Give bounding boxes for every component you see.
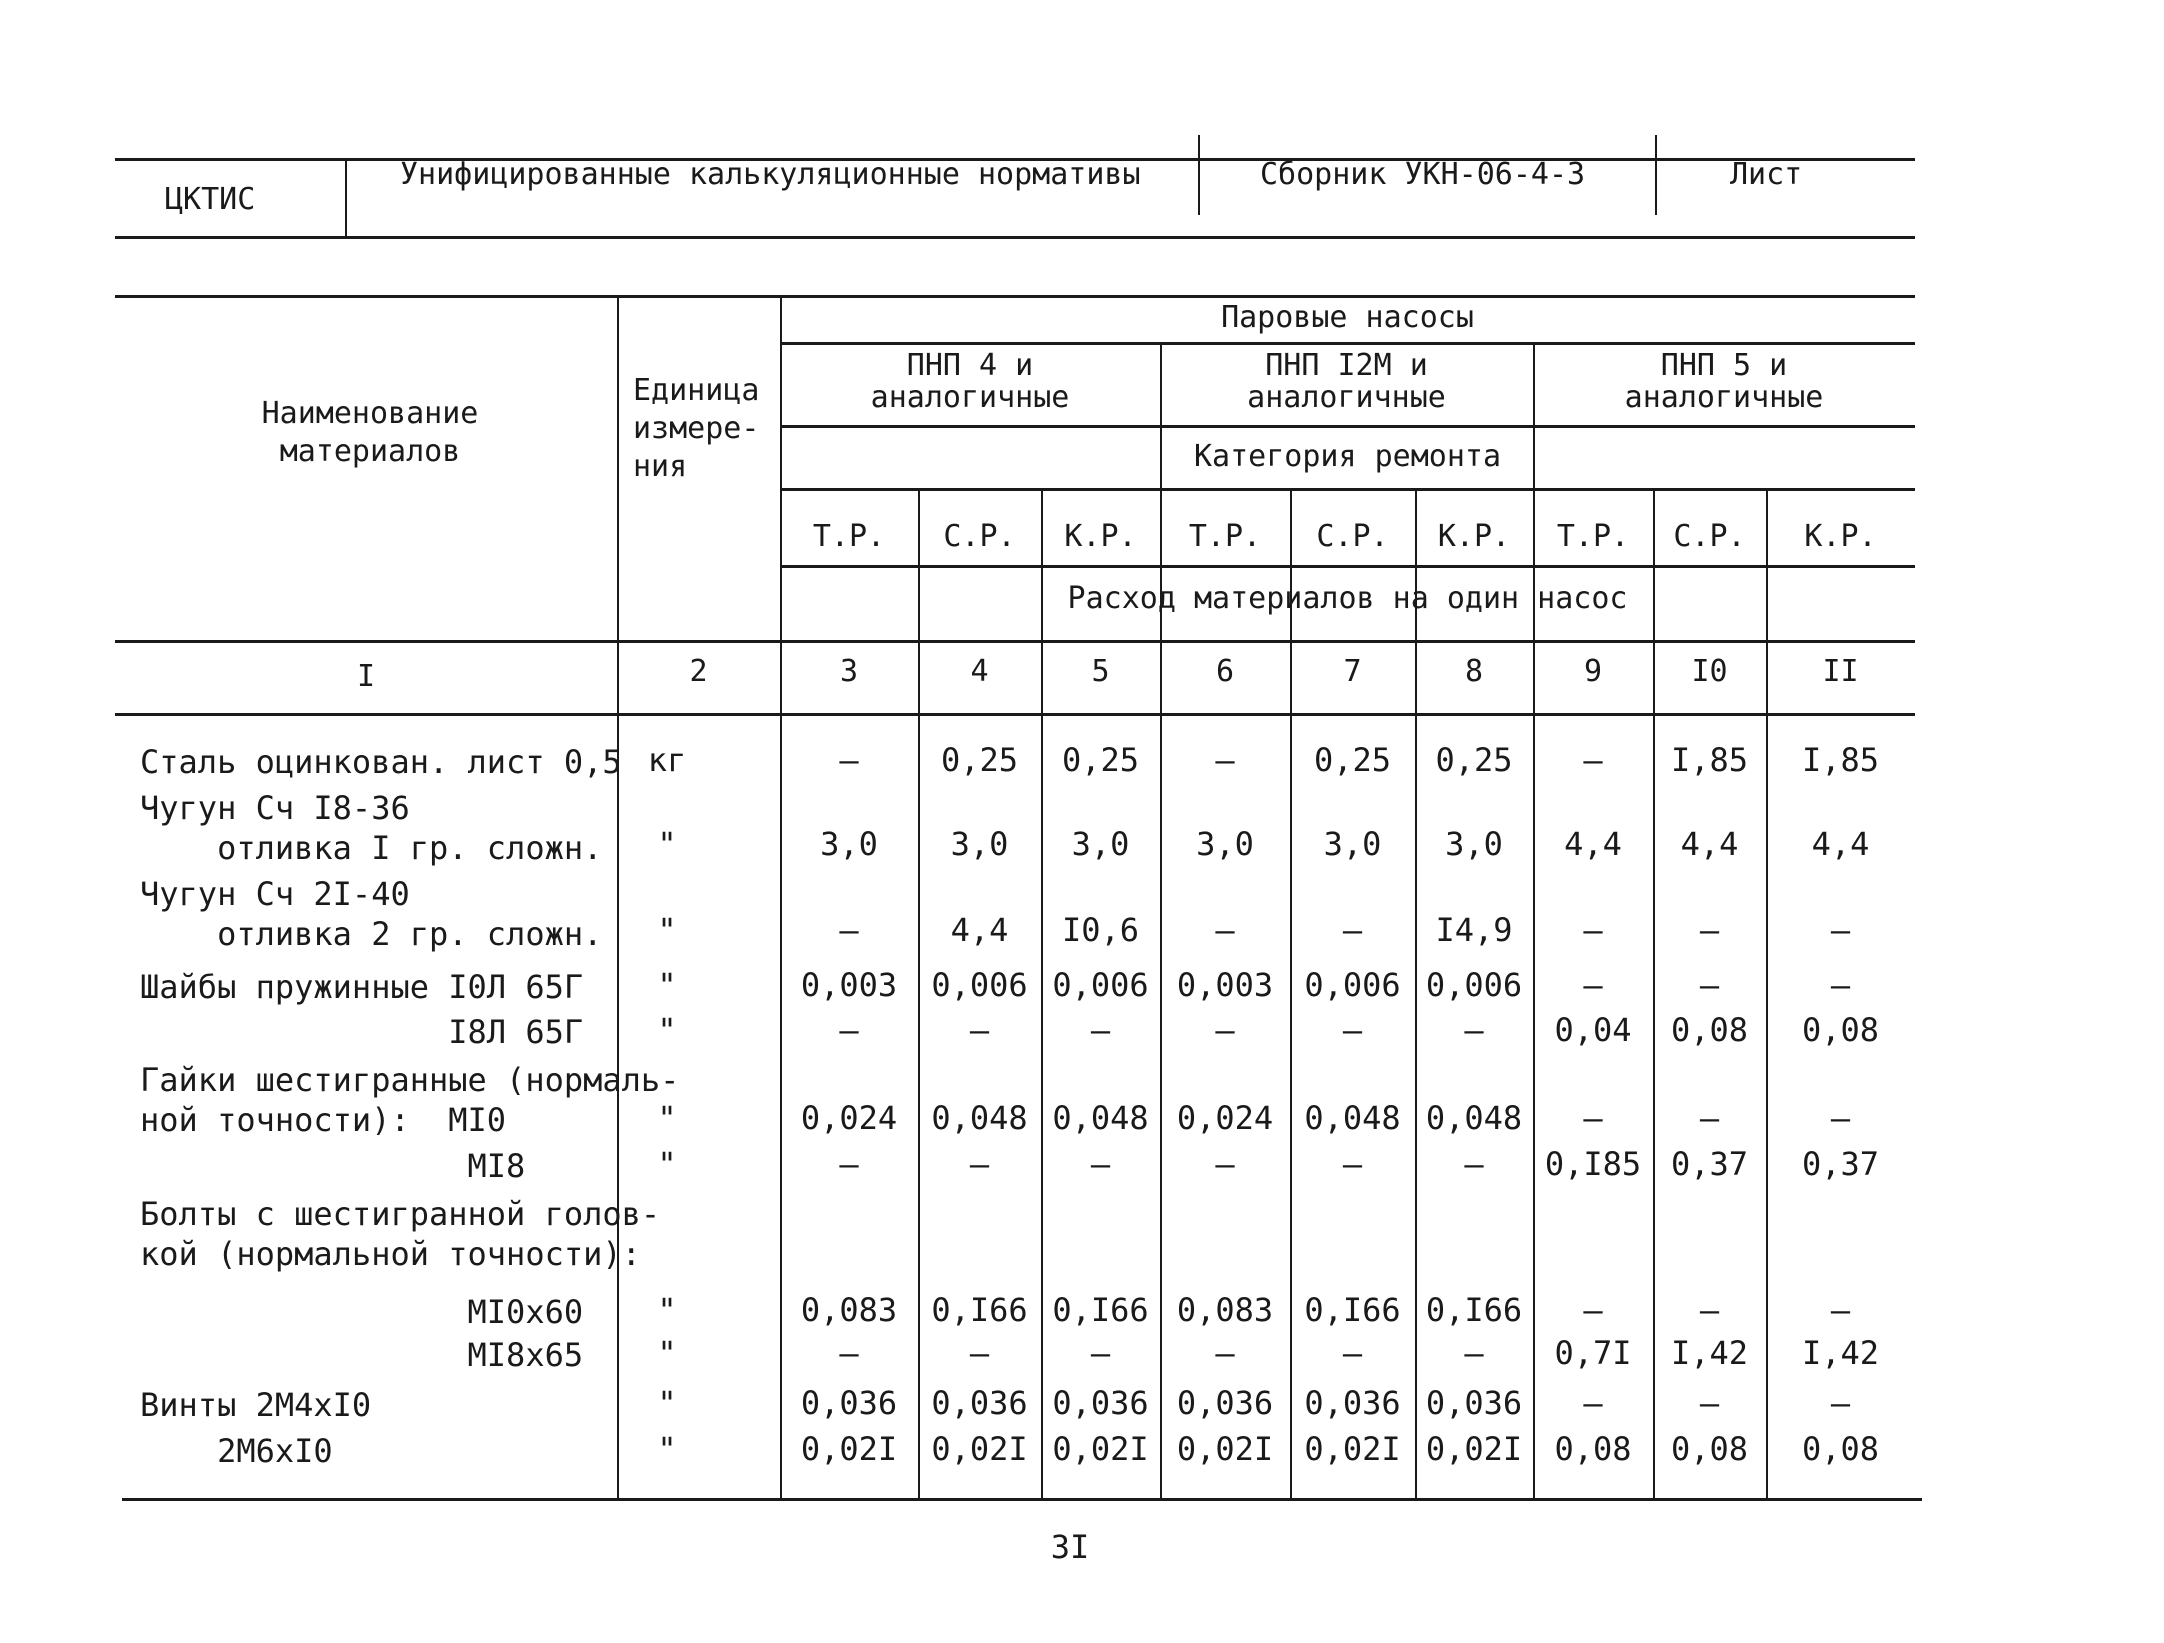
- subgroup-pnp5: [1533, 350, 1915, 414]
- header-bottom-rule: [115, 236, 1915, 239]
- rule-subgroups: [780, 425, 1915, 428]
- col-number: II: [1822, 654, 1859, 689]
- value-cell: I4,9: [1435, 911, 1513, 949]
- value-cell: 0,048: [1425, 1099, 1523, 1137]
- col-head-unit-line: измере-: [633, 411, 760, 446]
- value-cell: –: [1090, 1011, 1111, 1049]
- col-head-name: [200, 395, 540, 471]
- value-cell: 0,02I: [1304, 1430, 1401, 1468]
- col-number: 5: [1091, 654, 1110, 689]
- value-cell: 4,4: [1680, 825, 1739, 863]
- value-cell: 0,02I: [800, 1430, 898, 1468]
- rule-repair-types: [780, 565, 1915, 568]
- value-cell: –: [1342, 1145, 1363, 1183]
- col-number: 8: [1464, 654, 1484, 689]
- repair-category-label: Категория ремонта: [1193, 439, 1502, 474]
- col-number: 4: [970, 654, 989, 689]
- value-cell: 3,0: [1323, 825, 1382, 863]
- value-cell: –: [1830, 1099, 1851, 1137]
- value-cell: 0,08: [1670, 1430, 1749, 1468]
- material-name-line: отливка 2 гр. сложн.: [140, 915, 603, 953]
- value-cell: 0,08: [1801, 1011, 1880, 1049]
- value-cell: –: [1215, 1145, 1235, 1183]
- value-cell: 0,37: [1801, 1145, 1880, 1183]
- value-cell: 0,25: [1435, 741, 1513, 779]
- page-number: 3I: [1050, 1528, 1090, 1566]
- value-cell: 0,006: [931, 966, 1028, 1004]
- material-name-line: МI8: [140, 1147, 526, 1185]
- sheet-label: Лист: [1730, 157, 1803, 192]
- rule-category: [780, 488, 1915, 491]
- value-cell: 0,048: [931, 1099, 1028, 1137]
- value-cell: –: [1342, 1011, 1363, 1049]
- header-divider: [345, 158, 347, 236]
- value-cell: –: [1215, 1011, 1235, 1049]
- value-cell: 0,024: [1176, 1099, 1274, 1137]
- value-cell: –: [839, 911, 859, 949]
- value-cell: –: [1583, 966, 1603, 1004]
- value-cell: –: [1699, 1291, 1720, 1329]
- value-cell: 0,I85: [1544, 1145, 1642, 1183]
- value-cell: –: [1699, 1384, 1720, 1422]
- subgroup-line: аналогичные: [870, 380, 1070, 415]
- repair-type: Т.Р.: [1556, 519, 1630, 554]
- repair-type: К.Р.: [1437, 519, 1511, 554]
- consumption-label: Расход материалов на один насос: [1067, 581, 1628, 616]
- value-cell: 0,08: [1554, 1430, 1632, 1468]
- repair-type: К.Р.: [1064, 519, 1137, 554]
- material-name-line: ной точности): МI0: [140, 1101, 507, 1139]
- repair-type: С.Р.: [1673, 519, 1746, 554]
- material-name: [140, 1194, 660, 1274]
- value-cell: –: [1342, 1334, 1363, 1372]
- material-name-line: Чугун Сч 2I-40: [140, 875, 410, 913]
- table-bottom-rule: [122, 1498, 1922, 1501]
- rule-group: [780, 342, 1915, 345]
- org-name: ЦКТИС: [165, 182, 256, 217]
- subgroup-line: ПНП I2М и: [1265, 348, 1428, 383]
- value-cell: 0,036: [1425, 1384, 1523, 1422]
- value-cell: 0,37: [1670, 1145, 1749, 1183]
- material-name: [140, 788, 602, 868]
- value-cell: –: [969, 1145, 990, 1183]
- subgroup-pnp4: [780, 350, 1160, 414]
- value-cell: 0,048: [1304, 1099, 1401, 1137]
- value-cell: –: [1830, 911, 1851, 949]
- unit-cell: ": [657, 1011, 677, 1049]
- material-name-line: отливка I гр. сложн.: [140, 829, 603, 867]
- value-cell: –: [1830, 1384, 1851, 1422]
- col-number: 2: [689, 654, 708, 689]
- document-title: Унифицированные калькуляционные нормативы: [400, 157, 1141, 192]
- value-cell: 0,083: [800, 1291, 898, 1329]
- value-cell: –: [1830, 1291, 1851, 1329]
- material-name-line: I8Л 65Г: [140, 1013, 584, 1051]
- value-cell: –: [1342, 911, 1363, 949]
- material-name-line: Винты 2М4хI0: [140, 1386, 372, 1424]
- value-cell: –: [969, 1011, 990, 1049]
- col-number: I0: [1691, 654, 1728, 689]
- value-cell: 0,036: [800, 1384, 898, 1422]
- value-cell: 4,4: [950, 911, 1009, 949]
- material-name-line: 2М6хI0: [140, 1432, 333, 1470]
- value-cell: I,42: [1670, 1334, 1749, 1372]
- material-name-line: Сталь оцинкован. лист 0,5: [140, 743, 622, 781]
- collection-code: Сборник УКН-06-4-3: [1260, 157, 1586, 192]
- value-cell: 3,0: [1196, 825, 1254, 863]
- material-name: [140, 874, 602, 954]
- value-cell: 0,006: [1304, 966, 1401, 1004]
- value-cell: 3,0: [820, 825, 878, 863]
- value-cell: 3,0: [1445, 825, 1503, 863]
- value-cell: 0,I66: [1425, 1291, 1523, 1329]
- value-cell: –: [1215, 1334, 1235, 1372]
- unit-cell: ": [657, 1384, 677, 1422]
- value-cell: –: [1464, 1334, 1484, 1372]
- value-cell: 0,08: [1801, 1430, 1880, 1468]
- header-divider: [1655, 135, 1657, 215]
- col-number: I: [356, 659, 376, 694]
- value-cell: 0,25: [1313, 741, 1392, 779]
- value-cell: 0,02I: [1425, 1430, 1523, 1468]
- value-cell: 0,036: [1304, 1384, 1401, 1422]
- material-name: [140, 1431, 333, 1471]
- value-cell: –: [839, 1145, 859, 1183]
- col-number: 7: [1343, 654, 1362, 689]
- value-cell: 0,I66: [1304, 1291, 1401, 1329]
- material-name-line: Чугун Сч I8-36: [140, 789, 410, 827]
- material-name: [140, 1335, 583, 1375]
- value-cell: –: [1215, 741, 1235, 779]
- group-title: Паровые насосы: [1221, 300, 1474, 335]
- material-name-line: кой (нормальной точности):: [140, 1235, 641, 1273]
- value-cell: 4,4: [1564, 825, 1622, 863]
- col-head-unit-line: Единица: [633, 373, 760, 408]
- value-cell: 0,036: [931, 1384, 1028, 1422]
- col-head-name-line: материалов: [279, 434, 461, 469]
- unit-cell: ": [657, 1430, 677, 1468]
- value-cell: –: [1583, 1384, 1603, 1422]
- unit-cell: ": [657, 1334, 677, 1372]
- material-name: [140, 1292, 583, 1332]
- material-name: [140, 1385, 371, 1425]
- value-cell: 0,I66: [1052, 1291, 1149, 1329]
- value-cell: –: [1699, 911, 1720, 949]
- material-name: [140, 742, 622, 782]
- value-cell: –: [839, 741, 859, 779]
- material-name: [140, 1012, 583, 1052]
- material-name-line: МI0х60: [140, 1293, 584, 1331]
- material-name-line: Шайбы пружинные I0Л 65Г: [140, 968, 584, 1006]
- value-cell: 0,7I: [1554, 1334, 1632, 1372]
- value-cell: 0,006: [1425, 966, 1523, 1004]
- value-cell: 4,4: [1811, 825, 1870, 863]
- unit-cell: ": [657, 966, 677, 1004]
- unit-cell: ": [657, 825, 677, 863]
- col-number: 9: [1583, 654, 1603, 689]
- unit-cell: кг: [647, 741, 687, 779]
- value-cell: –: [839, 1334, 859, 1372]
- col-number: 6: [1215, 654, 1235, 689]
- value-cell: 0,25: [940, 741, 1019, 779]
- subgroup-line: ПНП 5 и: [1660, 348, 1788, 383]
- value-cell: –: [1090, 1334, 1111, 1372]
- rule-col-numbers: [115, 713, 1915, 716]
- value-cell: 0,25: [1061, 741, 1140, 779]
- value-cell: –: [1464, 1011, 1484, 1049]
- col-number: 3: [839, 654, 859, 689]
- value-cell: 0,02I: [1176, 1430, 1274, 1468]
- value-cell: 0,08: [1670, 1011, 1749, 1049]
- value-cell: –: [969, 1334, 990, 1372]
- unit-cell: ": [657, 1291, 677, 1329]
- unit-cell: ": [657, 1145, 677, 1183]
- col-head-unit: [633, 372, 759, 486]
- material-name-line: МI8х65: [140, 1336, 584, 1374]
- value-cell: 0,083: [1176, 1291, 1274, 1329]
- value-cell: –: [1583, 741, 1603, 779]
- value-cell: 0,036: [1052, 1384, 1149, 1422]
- value-cell: 0,I66: [931, 1291, 1028, 1329]
- value-cell: 0,036: [1176, 1384, 1274, 1422]
- value-cell: 3,0: [1071, 825, 1130, 863]
- value-cell: 0,048: [1052, 1099, 1149, 1137]
- col-head-unit-line: ния: [633, 449, 688, 484]
- value-cell: –: [1464, 1145, 1484, 1183]
- value-cell: –: [1583, 1291, 1603, 1329]
- unit-cell: ": [657, 1099, 677, 1137]
- value-cell: I,85: [1670, 741, 1749, 779]
- subgroup-line: аналогичные: [1247, 380, 1446, 415]
- repair-type: С.Р.: [1316, 519, 1389, 554]
- value-cell: –: [1583, 1099, 1603, 1137]
- value-cell: –: [839, 1011, 859, 1049]
- repair-type: С.Р.: [943, 519, 1016, 554]
- value-cell: 0,02I: [1052, 1430, 1149, 1468]
- material-name: [140, 967, 583, 1007]
- repair-type: К.Р.: [1804, 519, 1877, 554]
- value-cell: 0,003: [800, 966, 898, 1004]
- value-cell: 0,04: [1554, 1011, 1632, 1049]
- material-name: [140, 1146, 525, 1186]
- value-cell: 0,003: [1176, 966, 1274, 1004]
- value-cell: –: [1090, 1145, 1111, 1183]
- value-cell: 0,024: [800, 1099, 898, 1137]
- value-cell: I,85: [1801, 741, 1880, 779]
- subgroup-line: аналогичные: [1624, 380, 1824, 415]
- value-cell: I,42: [1801, 1334, 1880, 1372]
- value-cell: I0,6: [1061, 911, 1140, 949]
- header-divider: [1198, 135, 1200, 215]
- material-name: [140, 1060, 679, 1140]
- value-cell: 0,006: [1052, 966, 1149, 1004]
- repair-type: Т.Р.: [812, 519, 886, 554]
- value-cell: –: [1830, 966, 1851, 1004]
- material-name-line: Гайки шестигранные (нормаль-: [140, 1061, 680, 1099]
- subgroup-line: ПНП 4 и: [906, 348, 1034, 383]
- subgroup-pnp12m: [1160, 350, 1533, 414]
- value-cell: –: [1699, 1099, 1720, 1137]
- value-cell: –: [1699, 966, 1720, 1004]
- col-head-name-line: Наименование: [261, 396, 479, 431]
- repair-type: Т.Р.: [1188, 519, 1262, 554]
- unit-cell: ": [657, 911, 677, 949]
- rule-head-bottom: [115, 640, 1915, 643]
- value-cell: 3,0: [950, 825, 1009, 863]
- material-name-line: Болты с шестигранной голов-: [140, 1195, 661, 1233]
- value-cell: 0,02I: [931, 1430, 1028, 1468]
- value-cell: –: [1215, 911, 1235, 949]
- value-cell: –: [1583, 911, 1603, 949]
